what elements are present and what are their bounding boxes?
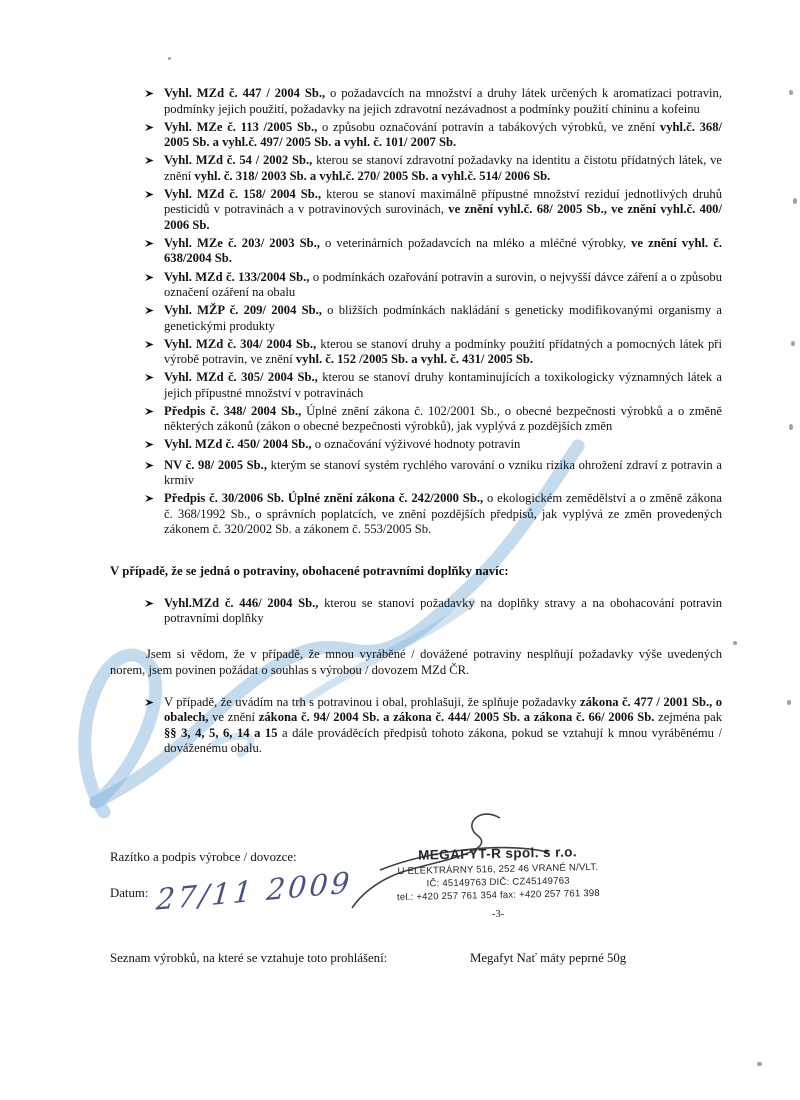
regulation-text (164, 337, 722, 368)
scan-artifact (168, 57, 171, 60)
regulation-item (145, 120, 722, 151)
text-run: kterým se stanoví systém rychlého varování o vzniku rizika ohrožení zdraví z potravin a krmiv (164, 457, 722, 488)
supplements-list (145, 596, 722, 627)
regulation-item (145, 337, 722, 368)
regulation-text (164, 236, 722, 267)
scan-artifact (789, 424, 793, 430)
regulation-text (164, 491, 722, 538)
regulation-text (164, 303, 722, 334)
text-run: Vyhl. MZd č. 447 / 2004 Sb., (164, 86, 326, 100)
text-run: zejména pak (654, 710, 722, 725)
regulation-item (145, 303, 722, 334)
scan-artifact (791, 341, 795, 346)
regulation-text (164, 187, 722, 234)
stamp-registration: IČ: 45149763 DIČ: CZ45149763 (426, 875, 570, 890)
text-run: o veterinárních požadavcích na mléko a mléčné výrobky, (319, 235, 632, 250)
arrow-bullet-icon (145, 695, 157, 757)
scan-artifact (787, 700, 791, 705)
text-run: Vyhl. MZd č. 54 / 2002 Sb., (164, 153, 313, 168)
regulation-item (145, 404, 722, 435)
regulation-text (164, 86, 722, 117)
arrow-bullet-icon (145, 187, 157, 234)
text-run: NV č. 98/ 2005 Sb., (164, 457, 267, 472)
arrow-bullet-icon (145, 491, 157, 538)
scan-artifact (789, 90, 793, 95)
text-run: o označování výživové hodnoty potravin (311, 437, 521, 452)
text-run: kterou se stanoví maximálně přípustné množství reziduí jednotlivých druhů pesticidů v potravinách a v potravinových surovinách, (164, 186, 722, 217)
regulation-text (164, 437, 722, 455)
arrow-bullet-icon (145, 337, 157, 368)
declaration-paragraph: Jsem si vědom, že v případě, že mnou vyráběné / dovážené potraviny nesplňují požadavky výše uvedených norem, jsem povinen požádat o souhlas s výrobou / dovozem MZd ČR. (110, 646, 722, 678)
packaging-list (145, 695, 722, 757)
text-run: o bližších podmínkách nakládání s geneticky modifikovanými organismy a genetickými produkty (164, 303, 722, 333)
supplements-heading: V případě, že se jedná o potraviny, obohacené potravními doplňky navíc: (110, 563, 509, 578)
text-run: Vyhl.MZd č. 446/ 2004 Sb., (164, 595, 319, 610)
text-run: a dále prováděcích předpisů tohoto zákona, pokud se vztahují k mnou vyráběnému / dováženému obalu. (164, 725, 722, 756)
text-run: kterou se stanoví zdravotní požadavky na identitu a čistotu přídatných látek, ve znění (164, 153, 722, 183)
date-label: Datum: (110, 886, 149, 900)
text-run: vyhl. č. 152 /2005 Sb. a vyhl. č. 431/ 2005 Sb. (295, 352, 534, 367)
scan-artifact (793, 198, 797, 204)
stamp-signature-label: Razítko a podpis výrobce / dovozce: (110, 850, 297, 864)
regulation-item (145, 458, 722, 489)
product-name: Megafyt Nať máty peprné 50g (470, 951, 627, 965)
text-run: o požadavcích na množství a druhy látek určených k aromatizaci potravin, podmínky jejich použití, požadavky na jejich zdravotní nezávadnost a podmínky použití chininu a kofeinu (164, 86, 722, 116)
text-run: ve znění (208, 710, 259, 725)
arrow-bullet-icon (145, 303, 157, 334)
text-run: kterou se stanoví druhy kontaminujících a toxikologicky významných látek a jejich přípustné množství v potravinách (164, 370, 722, 400)
text-run: Předpis č. 30/2006 Sb. Úplné znění zákona č. 242/2000 Sb., (164, 491, 484, 506)
regulation-list (145, 86, 722, 538)
company-stamp (349, 842, 646, 906)
text-run: Vyhl. MZd č. 158/ 2004 Sb., (164, 186, 322, 201)
scan-artifact (733, 641, 737, 645)
text-run: o způsobu označování potravin a tabákových výrobků, ve znění (317, 119, 660, 134)
arrow-bullet-icon (145, 153, 157, 184)
regulation-text (164, 404, 722, 435)
text-run: ve znění vyhl. č. 638/2004 Sb. (164, 235, 722, 266)
text-run: V případě, že uvádím na trh s potravinou i obal, prohlašuji, že splňuje požadavky (164, 694, 581, 709)
text-run: kterou se stanoví požadavky na doplňky stravy a na obohacování potravin potravními doplňky (164, 595, 722, 626)
stamp-contact: tel.: +420 257 761 354 fax: +420 257 761 398 (396, 888, 601, 904)
text-run: §§ 3, 4, 5, 6, 14 a 15 (164, 725, 278, 740)
text-run: Vyhl. MZd č. 133/2004 Sb., (164, 269, 310, 284)
regulation-item (145, 437, 722, 455)
packaging-text (164, 695, 722, 757)
products-label: Seznam výrobků, na které se vztahuje toto prohlášení: (110, 951, 388, 965)
arrow-bullet-icon (145, 236, 157, 267)
text-run: ve znění vyhl.č. 68/ 2005 Sb., ve znění vyhl.č. 400/ 2006 Sb. (164, 202, 722, 232)
scan-artifact (757, 1062, 762, 1066)
text-run: Úplné znění zákona č. 102/2001 Sb., o obecné bezpečnosti výrobků a o změně některých zákonů (zákon o obecné bezpečnosti výrobků), jak vyplývá z pozdějších změn (164, 403, 722, 434)
regulation-text (164, 270, 722, 301)
arrow-bullet-icon (145, 437, 157, 455)
text-run: o podmínkách ozařování potravin a surovin, o nejvyšší dávce záření a o způsobu označení ozáření na obalu (164, 269, 722, 300)
text-run: o ekologickém zemědělství a o změně zákona č. 368/1992 Sb., o správních poplatcích, ve znění pozdějších předpisů, jak vyplývá ze změn provedených zákonem č. 320/2002 Sb. a zákonem č. 553/2005 Sb. (164, 491, 722, 537)
regulation-item (145, 187, 722, 234)
text-run: vyhl.č. 368/ 2005 Sb. a vyhl.č. 497/ 2005 Sb. a vyhl. č. 101/ 2007 Sb. (164, 119, 722, 150)
text-run: Vyhl. MZe č. 113 /2005 Sb., (164, 119, 318, 134)
regulation-item (145, 370, 722, 401)
text-run: Vyhl. MZd č. 304/ 2004 Sb., (164, 336, 317, 351)
text-run: zákona č. 94/ 2004 Sb. a zákona č. 444/ 2005 Sb. a zákona č. 66/ 2006 Sb. (258, 710, 655, 725)
regulation-item (145, 491, 722, 538)
regulation-text (164, 370, 722, 401)
packaging-item (145, 695, 722, 757)
text-run: Vyhl. MZd č. 305/ 2004 Sb., (164, 370, 318, 385)
arrow-bullet-icon (145, 270, 157, 301)
arrow-bullet-icon (145, 86, 157, 117)
text-run: vyhl. č. 318/ 2003 Sb. a vyhl.č. 270/ 2005 Sb. a vyhl.č. 514/ 2006 Sb. (194, 168, 551, 183)
supplement-item (145, 596, 722, 627)
arrow-bullet-icon (145, 120, 157, 151)
text-run: zákona č. 477 / 2001 Sb., o obalech, (164, 694, 723, 725)
arrow-bullet-icon (145, 370, 157, 401)
regulation-text (164, 153, 722, 184)
regulation-text (164, 120, 722, 151)
text-run: Vyhl. MŽP č. 209/ 2004 Sb., (164, 303, 322, 318)
text-run: kterou se stanoví druhy a podmínky použití přídatných a pomocných látek při výrobě potravin, ve znění (164, 336, 722, 367)
text-run: Vyhl. MZe č. 203/ 2003 Sb., (164, 235, 320, 250)
supplement-text (164, 596, 722, 627)
regulation-text (164, 458, 722, 489)
text-run: Vyhl. MZd č. 450/ 2004 Sb., (164, 437, 312, 452)
page-number: -3- (491, 909, 505, 920)
stamp-address: U ELEKTRÁRNY 516, 252 46 VRANÉ N/VLT. (397, 861, 599, 877)
handwritten-date: 27/11 2009 (154, 865, 354, 917)
regulation-item (145, 270, 722, 301)
arrow-bullet-icon (145, 404, 157, 435)
arrow-bullet-icon (145, 458, 157, 489)
regulation-item (145, 236, 722, 267)
stamp-company-name: MEGAFYT-R spol. s r.o. (418, 844, 578, 863)
regulation-item (145, 153, 722, 184)
arrow-bullet-icon (145, 596, 157, 627)
text-run: Předpis č. 348/ 2004 Sb., (164, 403, 302, 418)
regulation-item (145, 86, 722, 117)
